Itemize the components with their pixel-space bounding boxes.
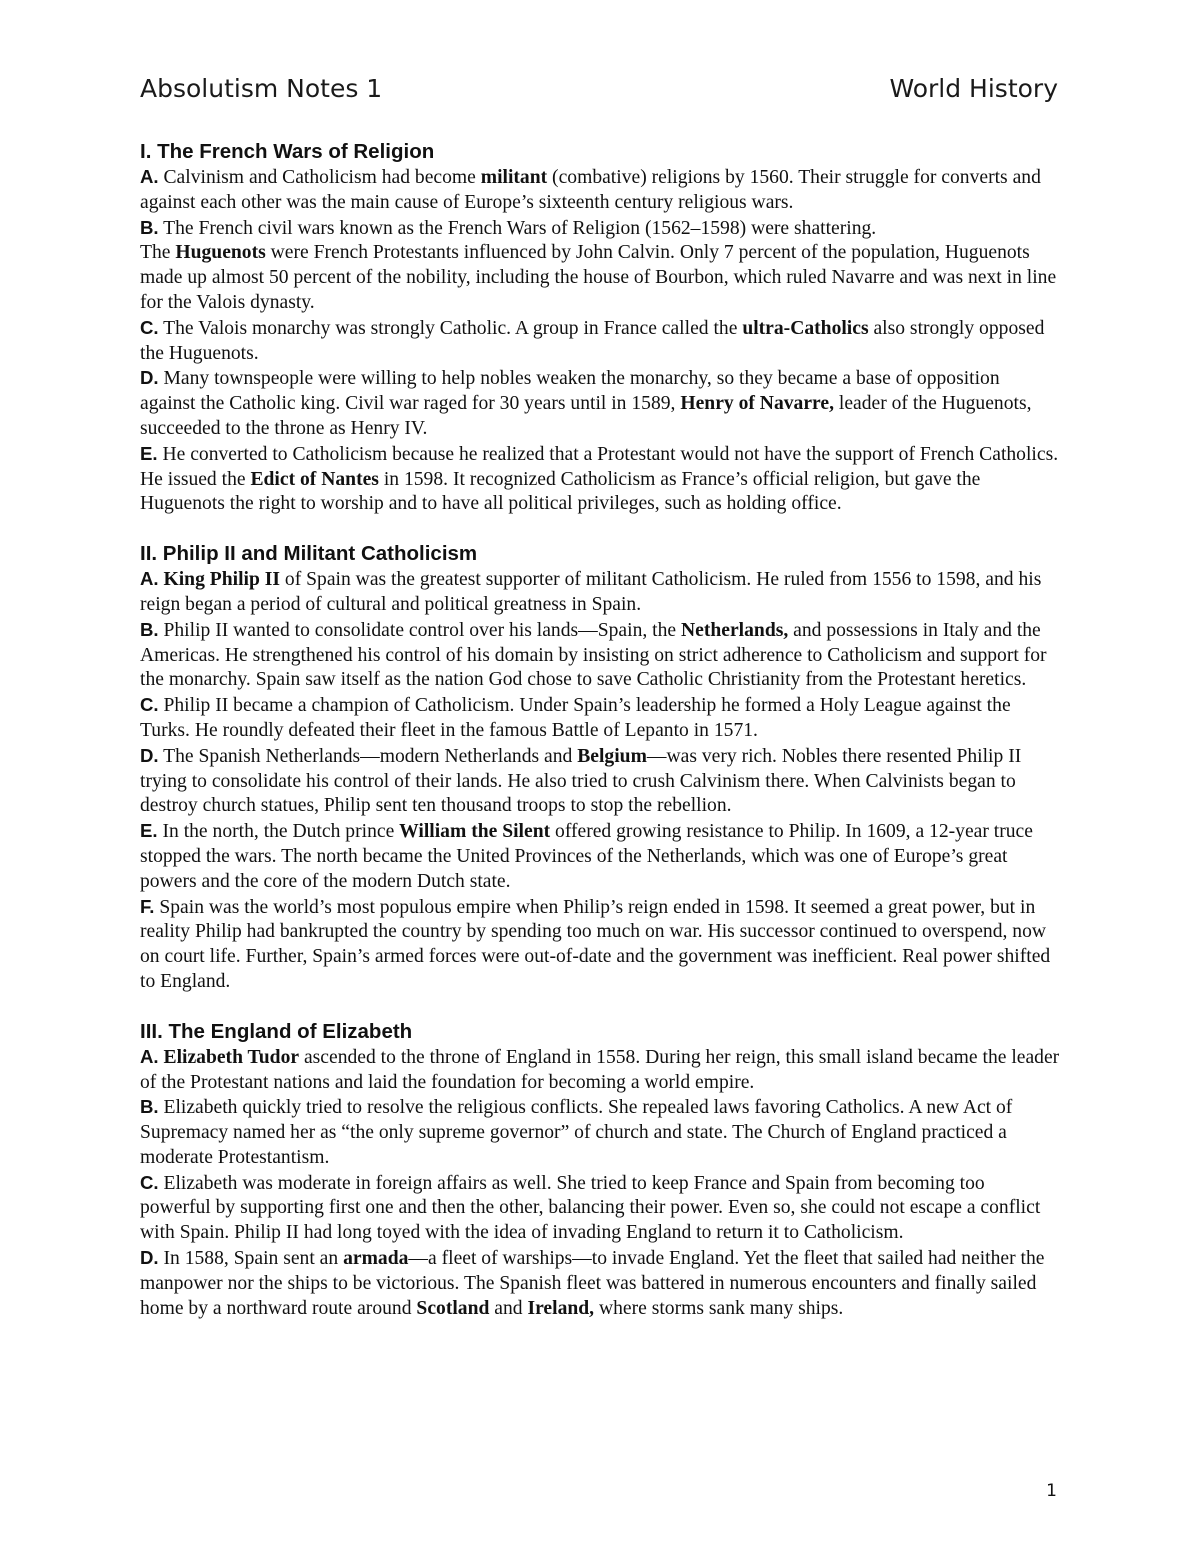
- key-term: Huguenots: [175, 242, 266, 264]
- key-term: King Philip II: [163, 569, 281, 591]
- text-run: where storms sank many ships.: [594, 1297, 844, 1319]
- section-heading: I. The French Wars of Religion: [140, 140, 435, 163]
- text-run: The Valois monarchy was strongly Catholic. A group in France called the: [158, 317, 743, 339]
- item-letter: A.: [140, 1045, 159, 1067]
- key-term: Netherlands,: [681, 619, 789, 641]
- paragraph: [140, 693, 1060, 744]
- section: [140, 1019, 1060, 1322]
- paragraph: [140, 366, 1060, 441]
- text-run: The Spanish Netherlands—modern Netherlands and: [158, 745, 578, 767]
- header-left-title: Absolutism Notes 1: [140, 74, 383, 103]
- text-run: Spain was the world’s most populous empire when Philip’s reign ended in 1598. It seemed a great power, but in reality Philip had bankrupted the country by spending too much on war. His successor continued to overspend, now on court life. Further, Spain’s armed forces were out-of-date and the government was inefficient. Real power shifted to England.: [140, 896, 1051, 992]
- text-run: and: [489, 1297, 528, 1319]
- item-letter: F.: [140, 895, 155, 917]
- paragraph: [140, 316, 1060, 367]
- key-term: armada: [343, 1248, 409, 1270]
- paragraph: [140, 618, 1060, 693]
- key-term: Ireland,: [527, 1297, 595, 1319]
- text-run: were French Protestants influenced by John Calvin. Only 7 percent of the population, Huguenots made up almost 50 percent of the nobility, including the house of Bourbon, which ruled Navarre and was next in line for the Valois dynasty.: [140, 242, 1057, 313]
- item-letter: A.: [140, 568, 159, 590]
- document-body: [140, 139, 1060, 1345]
- text-run: Elizabeth was moderate in foreign affairs as well. She tried to keep France and Spain from becoming too powerful by supporting first one and then the other, balancing their power. Even so, she could not escape a conflict with Spain. Philip II had long toyed with the idea of invading England to return it to Catholicism.: [140, 1172, 1041, 1244]
- item-letter: E.: [140, 820, 158, 842]
- text-run: Philip II wanted to consolidate control over his lands—Spain, the: [158, 619, 682, 641]
- paragraph: [140, 241, 1060, 315]
- text-run: —a fleet of warships—to invade England. Yet the fleet that sailed had neither the manpower nor the ships to be victorious. The Spanish fleet was battered in numerous encounters and finally sailed home by a northward route around: [140, 1248, 1045, 1319]
- text-run: (combative) religions by 1560. Their struggle for converts and against each other was the main cause of Europe’s sixteenth century religious wars.: [140, 167, 1041, 213]
- paragraph: [140, 442, 1060, 517]
- item-letter: D.: [140, 744, 159, 766]
- text-run: leader of the Huguenots, succeeded to the throne as Henry IV.: [140, 393, 1032, 439]
- text-run: In the north, the Dutch prince: [157, 821, 400, 843]
- paragraph: [140, 819, 1060, 894]
- key-term: ultra-Catholics: [742, 317, 869, 339]
- text-run: In 1588, Spain sent an: [158, 1248, 344, 1270]
- item-letter: B.: [140, 1096, 159, 1118]
- text-run: offered growing resistance to Philip. In 1609, a 12-year truce stopped the wars. The north became the United Provinces of the Netherlands, which was one of Europe’s great powers and the core of the modern Dutch state.: [140, 821, 1033, 892]
- item-letter: E.: [140, 442, 158, 464]
- text-run: Elizabeth quickly tried to resolve the religious conflicts. She repealed laws favoring Catholics. A new Act of Supremacy named her as “the only supreme governor” of church and state. The Church of England practiced a moderate Protestantism.: [140, 1097, 1013, 1168]
- section: [140, 541, 1060, 995]
- item-letter: B.: [140, 618, 159, 640]
- text-run: —was very rich. Nobles there resented Philip II trying to consolidate his control of their lands. He also tried to crush Calvinism there. When Calvinists began to destroy church statues, Philip sent ten thousand troops to stop the rebellion.: [140, 745, 1022, 817]
- paragraph: [140, 1171, 1060, 1246]
- item-letter: D.: [140, 367, 159, 389]
- text-run: He converted to Catholicism because he realized that a Protestant would not have the support of French Catholics. He issued the: [140, 443, 1059, 490]
- item-letter: A.: [140, 166, 159, 187]
- item-letter: C.: [140, 316, 159, 338]
- text-run: in 1598. It recognized Catholicism as France’s official religion, but gave the Huguenots the right to worship and to have all political privileges, such as holding office.: [140, 468, 981, 515]
- key-term: Edict of Nantes: [250, 468, 379, 490]
- item-letter: D.: [140, 1247, 159, 1269]
- key-term: Henry of Navarre,: [680, 393, 834, 415]
- section-heading: II. Philip II and Militant Catholicism: [140, 542, 478, 566]
- paragraph: [140, 1095, 1060, 1170]
- key-term: Belgium: [577, 745, 647, 767]
- key-term: William the Silent: [399, 821, 551, 843]
- paragraph: [140, 744, 1060, 819]
- item-letter: C.: [140, 694, 159, 716]
- text-run: The French civil wars known as the French Wars of Religion (1562–1598) were shattering.: [158, 217, 877, 239]
- item-letter: B.: [140, 216, 159, 238]
- text-run: ascended to the throne of England in 1558. During her reign, this small island became the leader of the Protestant nations and laid the foundation for becoming a world empire.: [140, 1046, 1060, 1093]
- text-run: and possessions in Italy and the Americas. He strengthened his control of his domain by insisting on strict adherence to Catholicism and support for the monarchy. Spain saw itself as the nation God chose to save Catholic Christianity from the Protestant heretics.: [140, 619, 1047, 691]
- text-run: of Spain was the greatest supporter of militant Catholicism. He ruled from 1556 to 1598, and his reign began a period of cultural and political greatness in Spain.: [140, 569, 1042, 615]
- text-run: Philip II became a champion of Catholicism. Under Spain’s leadership he formed a Holy League against the Turks. He roundly defeated their fleet in the famous Battle of Lepanto in 1571.: [140, 695, 1011, 741]
- section: [140, 139, 1060, 517]
- paragraph: [140, 1045, 1060, 1096]
- key-term: Scotland: [416, 1297, 490, 1319]
- text-run: Calvinism and Catholicism had become: [158, 167, 481, 188]
- header-right-title: World History: [889, 74, 1058, 103]
- key-term: Elizabeth Tudor: [163, 1046, 300, 1068]
- paragraph: [140, 1246, 1060, 1321]
- section-heading: III. The England of Elizabeth: [140, 1019, 413, 1043]
- text-run: The: [140, 242, 176, 264]
- text-run: also strongly opposed the Huguenots.: [140, 317, 1045, 364]
- key-term: militant: [480, 167, 548, 188]
- item-letter: C.: [140, 1171, 159, 1193]
- text-run: Many townspeople were willing to help nobles weaken the monarchy, so they became a base of opposition against the Catholic king. Civil war raged for 30 years until in 1589,: [140, 368, 1000, 415]
- page-number: 1: [1046, 1481, 1057, 1501]
- paragraph: [140, 895, 1060, 995]
- paragraph: [140, 567, 1060, 618]
- paragraph: [140, 165, 1060, 216]
- paragraph: [140, 216, 1060, 242]
